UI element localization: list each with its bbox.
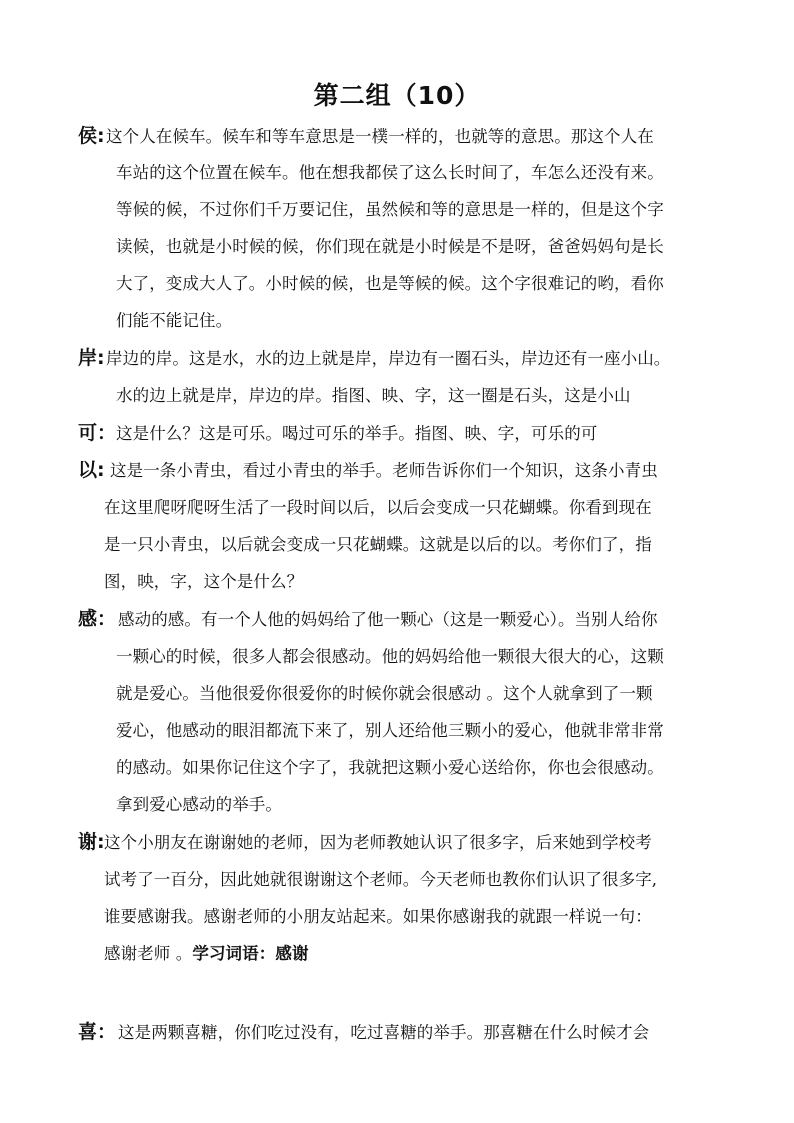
entry-head: 岸: — [78, 347, 105, 369]
entry-line: 就是爱心。当他很爱你很爱你的时候你就会很感动 。这个人就拿到了一颗 — [116, 684, 653, 703]
entry-line: 水的边上就是岸，岸边的岸。指图、映、字，这一圈是石头，这是小山 — [116, 386, 631, 405]
entry-line: 这是两颗喜糖，你们吃过没有，吃过喜糖的举手。那喜糖在什么时候才会 — [118, 1023, 650, 1042]
entry-line: 的感动。如果你记住这个字了，我就把这颗小爱心送给你，你也会很感动。 — [116, 758, 664, 777]
entry-head: 侯: — [78, 125, 105, 147]
entry-line: 大了，变成大人了。小时候的候，也是等候的候。这个字很难记的哟，看你 — [116, 274, 664, 293]
entry-line: 感动的感。有一个人他的妈妈给了他一颗心（这是一颗爱心）。当别人给你 — [118, 610, 658, 629]
page-title: 第二组（10） — [313, 81, 481, 110]
entry-line: 这个小朋友在谢谢她的老师，因为老师教她认识了很多字，后来她到学校考 — [104, 833, 652, 852]
entry-line: 谁要感谢我。感谢老师的小朋友站起来。如果你感谢我的就跟一样说一句： — [104, 907, 652, 926]
entry-head: 以: — [78, 459, 105, 481]
entry-line — [104, 936, 309, 972]
entry-line: 等候的候，不过你们千万要记住，虽然候和等的意思是一样的，但是这个字 — [116, 200, 664, 219]
entry-line: 爱心，他感动的眼泪都流下来了，别人还给他三颗小的爱心，他就非常非常 — [116, 721, 664, 740]
entry-line: 们能不能记住。 — [116, 311, 233, 330]
entry-line: 车站的这个位置在候车。他在想我都侯了这么长时间了，车怎么还没有来。 — [116, 163, 664, 182]
entry-line: 图，映，字，这个是什么？ — [104, 572, 304, 591]
entry-head: 感： — [78, 608, 117, 630]
entry-head: 谢: — [78, 831, 105, 853]
vocab-label: 学习词语：感谢 — [192, 944, 309, 963]
entry-line: 岸边的岸。这是水，水的边上就是岸，岸边有一圈石头，岸边还有一座小山。 — [106, 349, 671, 368]
entry-line: 读候，也就是小时候的候，你们现在就是小时候是不是呀，爸爸妈妈句是长 — [116, 237, 664, 256]
entry-head: 喜： — [78, 1021, 117, 1043]
entry-line: 拿到爱心感动的举手。 — [116, 795, 282, 814]
entry-head: 可： — [78, 422, 117, 444]
entry-line-text: 感谢老师 。 — [104, 944, 193, 963]
entry-line: 在这里爬呀爬呀生活了一段时间以后，以后会变成一只花蝴蝶。你看到现在 — [104, 498, 652, 517]
entry-line: 这个人在候车。候车和等车意思是一樸一样的，也就等的意思。那这个人在 — [106, 127, 654, 146]
entry-line: 这是一条小青虫，看过小青虫的举手。老师告诉你们一个知识，这条小青虫 — [110, 461, 658, 480]
entry-line: 一颗心的时候，很多人都会很感动。他的妈妈给他一颗很大很大的心，这颗 — [116, 647, 664, 666]
entry-line: 是一只小青虫，以后就会变成一只花蝴蝶。这就是以后的以。考你们了，指 — [104, 535, 652, 554]
entry-line: 这是什么？这是可乐。喝过可乐的举手。指图、映、字，可乐的可 — [116, 424, 598, 443]
entry-line: 试考了一百分，因此她就很谢谢这个老师。今天老师也教你们认识了很多字, — [104, 870, 658, 889]
